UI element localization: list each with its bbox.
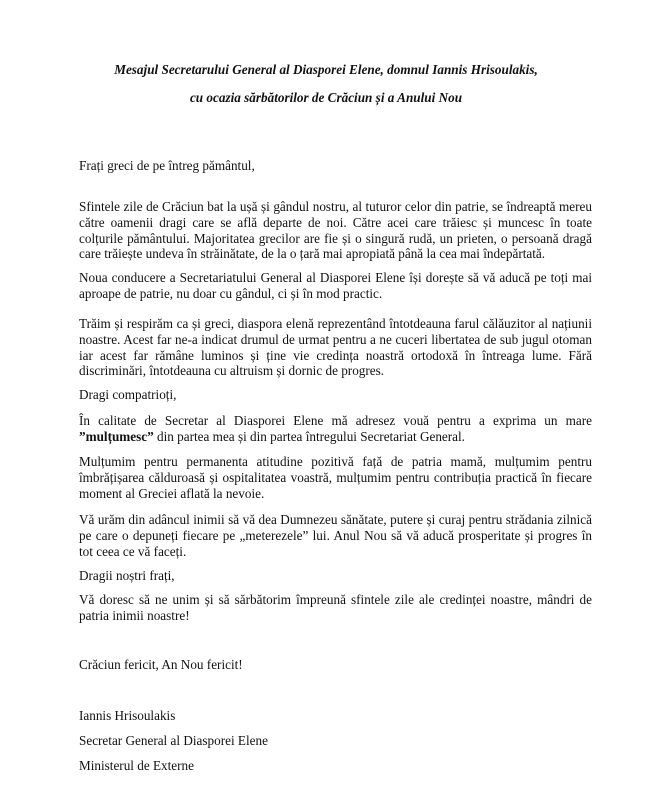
- paragraph-diaspora: Trăim și respirăm ca și greci, diaspora elenă reprezentând întotdeauna farul călăuzitor al națiunii noastre. Acest far ne-a indicat drumul de urmat pentru a ne cuceri libertatea de sub jugul otoman iar acest far rămâne luminos și ține vie credința noastră ortodoxă în întreaga lume. Fără discriminări, întotdeauna cu altruism și dornic de progres.: [79, 316, 592, 379]
- paragraph-thanks: [79, 413, 592, 445]
- signature-organization: Ministerul de Externe: [79, 758, 194, 773]
- paragraph-closing: Vă doresc să ne unim și să sărbătorim împreună sfintele zile ale credinței noastre, mândri de patria inimii noastre!: [79, 592, 592, 623]
- address-brothers: Dragii noștri frați,: [79, 568, 175, 583]
- salutation: Frați greci de pe întreg pământul,: [79, 158, 255, 173]
- paragraph-new-leadership: Noua conducere a Secretariatului General al Diasporei Elene își dorește să vă aducă pe toți mai aproape de patrie, nu doar cu gândul, ci și în mod practic.: [79, 270, 592, 301]
- thanks-bold-word: ”mulțumesc”: [79, 428, 154, 444]
- address-compatriots: Dragi compatrioți,: [79, 387, 177, 402]
- paragraph-wishes: Vă urăm din adâncul inimii să vă dea Dumnezeu sănătate, putere și curaj pentru strădania zilnică pe care o depuneți fiecare pe „meterezele” lui. Anul Nou să vă aducă prosperitate și progres în tot ceea ce vă faceți.: [79, 512, 592, 559]
- paragraph-gratitude: Mulțumim pentru permanenta atitudine pozitivă față de patria mamă, mulțumim pentru îmbrățișarea călduroasă și ospitalitatea voastră, mulțumim pentru contribuția practică în fiecare moment al Greciei aflată la nevoie.: [79, 454, 592, 501]
- thanks-text-end: din partea mea și din partea întregului Secretariat General.: [153, 428, 465, 444]
- signature-title: Secretar General al Diasporei Elene: [79, 733, 268, 748]
- thanks-text: În calitate de Secretar al Diasporei Elene mă adresez vouă pentru a exprima un mare: [79, 413, 592, 428]
- letter-title-line-1: Mesajul Secretarului General al Diasporei Elene, domnul Iannis Hrisoulakis,: [114, 62, 538, 77]
- letter-title-line-2: cu ocazia sărbătorilor de Crăciun și a Anului Nou: [189, 90, 463, 105]
- signature-name: Iannis Hrisoulakis: [79, 708, 176, 723]
- holiday-greeting: Crăciun fericit, An Nou fericit!: [79, 657, 243, 672]
- paragraph-christmas: Sfintele zile de Crăciun bat la ușă și gândul nostru, al tuturor celor din patrie, se îndreaptă mereu către oamenii dragi care se află departe de noi. Către acei care trăiesc și muncesc în toate colțurile pământului. Majoritatea grecilor are fie și o singură rudă, un prieten, o persoană dragă care trăiește undeva în străinătate, de la o țară mai apropiată până la cea mai îndepărtată.: [79, 199, 592, 262]
